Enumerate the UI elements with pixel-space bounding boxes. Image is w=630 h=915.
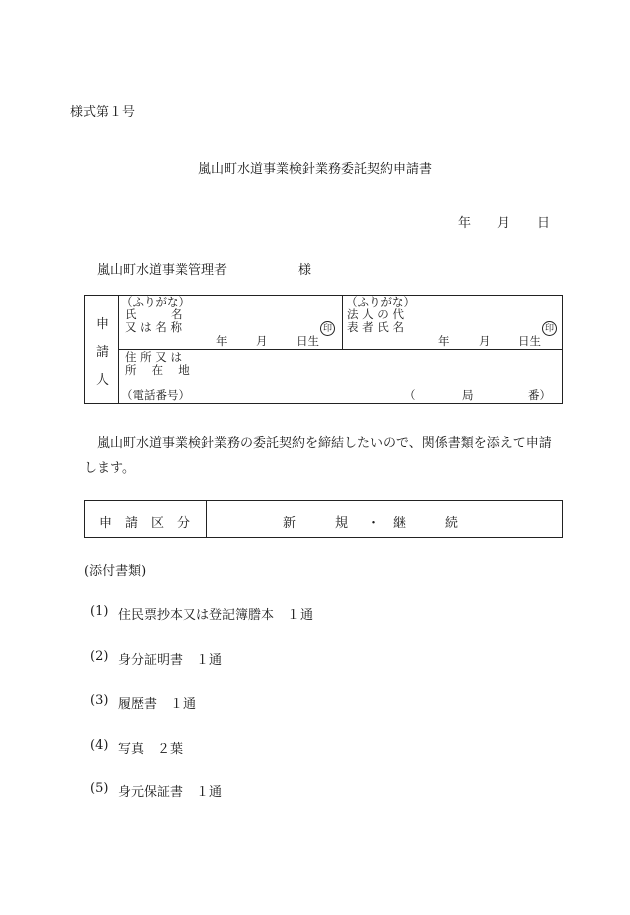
date-month: 月 <box>497 216 511 231</box>
name-label-2: 又 は 名 称 <box>125 320 182 334</box>
table-divider <box>118 349 563 350</box>
phone-open-paren: （ <box>404 388 416 402</box>
attachment-number: (5) <box>90 781 109 796</box>
attachment-item: 身元保証書 １通 <box>118 785 223 800</box>
representative-label: 法 人 の 代 <box>347 307 404 321</box>
attachment-number: (4) <box>90 738 109 753</box>
attachment-item: 履歴書 １通 <box>118 697 197 712</box>
furigana-label: （ふりがな） <box>121 295 190 309</box>
furigana-label: （ふりがな） <box>346 295 415 309</box>
date-year: 年 <box>458 216 472 231</box>
category-continue-option: 継 続 <box>393 516 459 531</box>
seal-mark: 印 <box>320 321 335 336</box>
table-divider <box>206 500 207 538</box>
body-text-line-1: 嵐山町水道事業検針業務の委託契約を締結したいので、関係書類を添えて申請 <box>97 436 552 451</box>
seal-mark: 印 <box>542 321 557 336</box>
phone-label: （電話番号） <box>121 388 190 402</box>
birth-day-label: 日生 <box>518 334 541 348</box>
attachment-number: (1) <box>90 604 109 619</box>
applicant-side-label: 人 <box>96 373 110 388</box>
phone-number-label: 番） <box>528 388 551 402</box>
address-label: 住 所 又 は <box>125 350 182 364</box>
attachment-number: (3) <box>90 693 109 708</box>
address-label-2: 所 在 地 <box>125 363 190 377</box>
birth-month-label: 月 <box>256 334 268 348</box>
category-separator: ・ <box>367 516 381 531</box>
addressee-honorific: 様 <box>298 263 312 278</box>
body-text-line-2: します。 <box>84 461 135 476</box>
representative-label-2: 表 者 氏 名 <box>347 320 404 334</box>
birth-month-label: 月 <box>479 334 491 348</box>
birth-day-label: 日生 <box>296 334 319 348</box>
category-label: 申 請 区 分 <box>99 516 191 531</box>
category-new-option: 新 規 <box>283 516 349 531</box>
attachments-heading: (添付書類) <box>84 564 147 579</box>
applicant-side-label: 請 <box>96 345 110 360</box>
attachment-item: 写真 ２葉 <box>118 742 184 757</box>
addressee-name: 嵐山町水道事業管理者 <box>97 263 228 278</box>
table-divider <box>342 295 343 350</box>
phone-exchange-label: 局 <box>462 388 474 402</box>
attachment-item: 住民票抄本又は登記簿謄本 １通 <box>118 608 314 623</box>
birth-year-label: 年 <box>216 334 228 348</box>
page-title: 嵐山町水道事業検針業務委託契約申請書 <box>197 162 432 177</box>
applicant-side-label: 申 <box>96 317 110 332</box>
attachment-number: (2) <box>90 649 109 664</box>
birth-year-label: 年 <box>438 334 450 348</box>
attachment-item: 身分証明書 １通 <box>118 653 223 668</box>
date-day: 日 <box>537 216 551 231</box>
form-number: 様式第１号 <box>70 105 136 120</box>
name-label: 氏 名 <box>125 307 183 321</box>
